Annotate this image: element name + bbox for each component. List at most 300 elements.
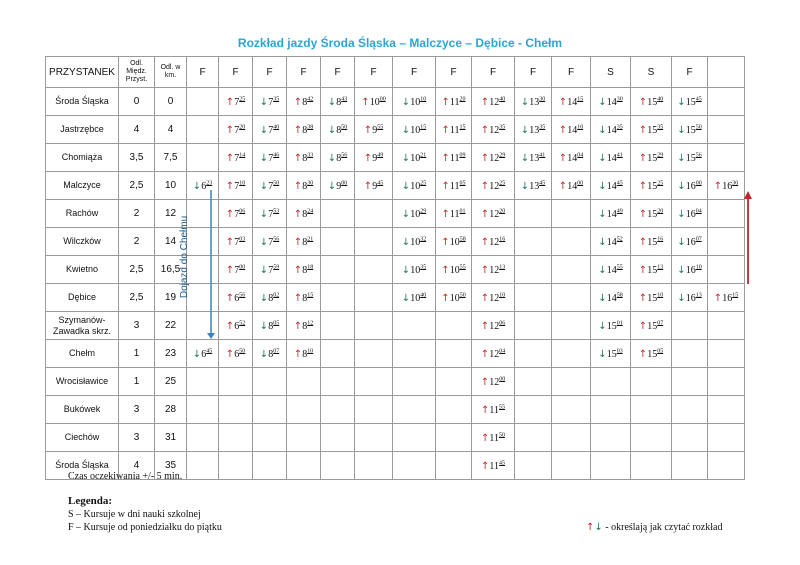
time-hour: 14 <box>567 152 578 164</box>
time-hour: 12 <box>489 152 500 164</box>
time-minute: 55 <box>499 403 506 410</box>
time-hour: 14 <box>606 292 617 304</box>
time-minute: 56 <box>239 291 246 298</box>
distance-km: 16,5 <box>155 256 187 284</box>
stop-name: Szymanów-Zawadka skrz. <box>46 312 119 340</box>
time-hour: 12 <box>489 208 500 220</box>
time-minute: 23 <box>206 179 213 186</box>
time-hour: 11 <box>489 460 500 472</box>
header-day: F <box>219 57 253 88</box>
time-minute: 15 <box>307 291 314 298</box>
time-minute: 58 <box>616 291 623 298</box>
down-arrow-icon: ↓ <box>401 292 411 304</box>
time-minute: 25 <box>420 179 427 186</box>
up-arrow-icon: ↑ <box>293 208 303 220</box>
time-hour: 14 <box>606 264 617 276</box>
time-hour: 10 <box>410 152 421 164</box>
time-hour: 10 <box>410 180 421 192</box>
time-minute: 40 <box>499 95 506 102</box>
down-arrow-icon: ↓ <box>192 348 202 360</box>
down-arrow-icon: ↓ <box>327 180 337 192</box>
up-arrow-icon: ↑ <box>480 96 490 108</box>
time-hour: 15 <box>606 320 617 332</box>
legend-arrows <box>586 522 722 533</box>
time-minute: 30 <box>307 179 314 186</box>
up-arrow-icon: ↑ <box>638 292 648 304</box>
time-hour: 8 <box>302 96 308 108</box>
time-minute: 15 <box>420 123 427 130</box>
time-hour: 13 <box>529 152 540 164</box>
distance-between: 2 <box>119 228 155 256</box>
time-minute: 46 <box>273 151 280 158</box>
time-hour: 14 <box>606 124 617 136</box>
waiting-note: Czas oczekiwania +/- 5 min. <box>68 471 183 482</box>
time-hour: 12 <box>489 124 500 136</box>
time-minute: 50 <box>273 179 280 186</box>
distance-km: 35 <box>155 452 187 480</box>
time-hour: 8 <box>302 320 308 332</box>
distance-km: 7,5 <box>155 144 187 172</box>
time-minute: 42 <box>307 95 314 102</box>
time-minute: 13 <box>695 291 702 298</box>
time-hour: 7 <box>234 236 240 248</box>
stop-name: Ciechów <box>46 424 119 452</box>
time-hour: 11 <box>449 208 460 220</box>
time-hour: 8 <box>302 208 308 220</box>
down-arrow-icon: ↓ <box>598 152 607 164</box>
time-hour: 16 <box>685 208 696 220</box>
up-arrow-icon: ↑ <box>363 152 373 164</box>
distance-km: 25 <box>155 368 187 396</box>
time-minute: 18 <box>307 263 314 270</box>
stop-name: Środa Śląska <box>46 88 119 116</box>
time-hour: 8 <box>302 264 308 276</box>
time-hour: 10 <box>449 292 460 304</box>
time-minute: 10 <box>657 291 664 298</box>
header-day: F <box>472 57 515 88</box>
up-arrow-icon: ↑ <box>363 124 373 136</box>
time-minute: 35 <box>273 95 280 102</box>
up-arrow-icon: ↑ <box>480 180 490 192</box>
down-arrow-icon: ↓ <box>598 180 607 192</box>
down-arrow-icon: ↓ <box>259 320 269 332</box>
down-arrow-icon: ↓ <box>259 208 269 220</box>
time-hour: 15 <box>647 208 658 220</box>
time-minute: 05 <box>657 347 664 354</box>
distance-between: 3 <box>119 396 155 424</box>
up-arrow-icon: ↑ <box>713 180 723 192</box>
up-arrow-icon: ↑ <box>558 180 568 192</box>
time-hour: 14 <box>606 236 617 248</box>
time-hour: 9 <box>372 124 378 136</box>
time-hour: 8 <box>302 236 308 248</box>
up-arrow-icon: ↑ <box>293 320 303 332</box>
time-hour: 7 <box>268 236 274 248</box>
time-minute: 30 <box>616 95 623 102</box>
time-minute: 29 <box>420 207 427 214</box>
up-arrow-icon: ↑ <box>638 264 648 276</box>
distance-km: 31 <box>155 424 187 452</box>
down-arrow-icon: ↓ <box>520 96 530 108</box>
time-hour: 15 <box>647 152 658 164</box>
header-day: F <box>287 57 321 88</box>
time-minute: 29 <box>657 151 664 158</box>
stop-name: Bukówek <box>46 396 119 424</box>
time-hour: 13 <box>529 124 540 136</box>
time-minute: 52 <box>616 235 623 242</box>
time-minute: 20 <box>459 95 466 102</box>
header-day: F <box>515 57 552 88</box>
header-day: F <box>436 57 472 88</box>
time-minute: 41 <box>616 151 623 158</box>
up-arrow-icon: ↑ <box>441 124 450 136</box>
time-hour: 12 <box>489 96 500 108</box>
time-hour: 15 <box>685 152 696 164</box>
time-hour: 9 <box>372 152 378 164</box>
distance-between: 3 <box>119 424 155 452</box>
up-arrow-icon: ↑ <box>586 522 595 533</box>
down-arrow-icon: ↓ <box>327 96 337 108</box>
stop-name: Rachów <box>46 200 119 228</box>
time-minute: 04 <box>695 207 702 214</box>
time-hour: 14 <box>606 152 617 164</box>
time-minute: 10 <box>307 347 314 354</box>
down-arrow-icon: ↓ <box>598 208 607 220</box>
time-minute: 35 <box>616 123 623 130</box>
time-minute: 53 <box>273 207 280 214</box>
time-minute: 38 <box>307 123 314 130</box>
time-minute: 13 <box>657 263 664 270</box>
time-minute: 03 <box>616 347 623 354</box>
time-hour: 6 <box>201 180 207 192</box>
time-minute: 30 <box>539 95 546 102</box>
time-hour: 14 <box>567 180 578 192</box>
time-hour: 15 <box>647 180 658 192</box>
time-hour: 8 <box>336 152 342 164</box>
time-hour: 15 <box>647 124 658 136</box>
time-hour: 6 <box>234 320 240 332</box>
up-arrow-icon: ↑ <box>441 292 450 304</box>
down-arrow-icon: ↓ <box>401 180 411 192</box>
time-hour: 6 <box>234 348 240 360</box>
header-day: F <box>672 57 708 88</box>
down-arrow-icon: ↓ <box>598 236 607 248</box>
down-arrow-icon: ↓ <box>259 180 269 192</box>
up-arrow-icon: ↑ <box>225 348 235 360</box>
up-arrow-icon: ↑ <box>713 292 723 304</box>
time-hour: 16 <box>685 264 696 276</box>
time-hour: 12 <box>489 236 500 248</box>
time-hour: 12 <box>489 264 500 276</box>
time-minute: 35 <box>657 123 664 130</box>
down-arrow-icon: ↓ <box>677 292 686 304</box>
distance-km: 28 <box>155 396 187 424</box>
time-minute: 24 <box>307 207 314 214</box>
time-hour: 13 <box>529 180 540 192</box>
time-hour: 9 <box>336 180 342 192</box>
down-arrow-icon: ↓ <box>677 264 686 276</box>
header-odl-between: Odl. Międz. Przyst. <box>119 57 155 88</box>
time-minute: 40 <box>657 95 664 102</box>
time-hour: 8 <box>302 292 308 304</box>
header-day: S <box>591 57 631 88</box>
up-arrow-icon: ↑ <box>480 292 490 304</box>
stop-name: Chomiąża <box>46 144 119 172</box>
time-minute: 49 <box>616 207 623 214</box>
time-hour: 7 <box>268 96 274 108</box>
up-arrow-icon: ↑ <box>480 404 490 416</box>
time-minute: 00 <box>239 263 246 270</box>
distance-between: 2,5 <box>119 172 155 200</box>
header-odl-km: Odl. w km. <box>155 57 187 88</box>
up-arrow-icon: ↑ <box>441 152 450 164</box>
time-hour: 15 <box>647 292 658 304</box>
down-arrow-icon: ↓ <box>677 152 686 164</box>
up-arrow-icon: ↑ <box>293 236 303 248</box>
time-minute: 10 <box>420 95 427 102</box>
time-minute: 16 <box>657 235 664 242</box>
stop-name: Wilczków <box>46 228 119 256</box>
time-minute: 00 <box>341 179 348 186</box>
time-minute: 50 <box>695 123 702 130</box>
distance-between: 1 <box>119 340 155 368</box>
stop-name: Chełm <box>46 340 119 368</box>
time-hour: 15 <box>685 96 696 108</box>
down-arrow-icon: ↓ <box>401 124 411 136</box>
down-arrow-icon: ↓ <box>259 236 269 248</box>
time-minute: 40 <box>273 123 280 130</box>
time-minute: 06 <box>239 207 246 214</box>
up-arrow-icon: ↑ <box>225 320 235 332</box>
time-minute: 56 <box>695 151 702 158</box>
down-arrowhead-icon <box>207 333 215 339</box>
distance-km: 4 <box>155 116 187 144</box>
time-minute: 15 <box>459 123 466 130</box>
down-arrow-icon: ↓ <box>598 348 607 360</box>
time-hour: 14 <box>567 124 578 136</box>
up-arrow-icon: ↑ <box>480 348 490 360</box>
time-hour: 16 <box>685 236 696 248</box>
time-minute: 50 <box>459 291 466 298</box>
time-hour: 16 <box>722 180 733 192</box>
time-hour: 9 <box>372 180 378 192</box>
up-arrow-icon: ↑ <box>441 208 450 220</box>
up-arrow-icon: ↑ <box>480 376 490 388</box>
time-minute: 25 <box>657 179 664 186</box>
time-hour: 6 <box>201 348 207 360</box>
distance-km: 23 <box>155 340 187 368</box>
down-arrow-icon: ↓ <box>401 236 411 248</box>
time-hour: 13 <box>529 96 540 108</box>
time-minute: 15 <box>732 291 739 298</box>
time-minute: 20 <box>239 123 246 130</box>
up-arrow-icon: ↑ <box>225 236 235 248</box>
time-hour: 8 <box>302 180 308 192</box>
down-arrow-icon: ↓ <box>259 292 269 304</box>
time-hour: 7 <box>234 264 240 276</box>
legend-heading: Legenda: <box>68 495 112 507</box>
up-arrow-icon: ↑ <box>225 96 235 108</box>
time-hour: 8 <box>268 292 274 304</box>
time-hour: 12 <box>489 292 500 304</box>
time-minute: 45 <box>616 179 623 186</box>
time-minute: 45 <box>695 95 702 102</box>
up-arrow-icon: ↑ <box>293 180 303 192</box>
time-minute: 07 <box>273 347 280 354</box>
time-minute: 45 <box>377 179 384 186</box>
time-minute: 45 <box>539 179 546 186</box>
down-arrow-icon: ↓ <box>598 320 607 332</box>
up-arrow-icon: ↑ <box>638 348 648 360</box>
up-arrow-icon: ↑ <box>293 292 303 304</box>
time-minute: 01 <box>616 319 623 326</box>
time-hour: 11 <box>449 152 460 164</box>
time-minute: 49 <box>377 151 384 158</box>
time-minute: 52 <box>239 319 246 326</box>
time-minute: 03 <box>239 235 246 242</box>
down-arrow-icon: ↓ <box>677 96 686 108</box>
time-minute: 02 <box>273 291 280 298</box>
time-minute: 50 <box>239 347 246 354</box>
time-minute: 50 <box>341 123 348 130</box>
time-hour: 12 <box>489 376 500 388</box>
up-arrow-icon: ↑ <box>225 292 235 304</box>
up-arrow-icon: ↑ <box>480 208 490 220</box>
legend-arrows-text: - określają jak czytać rozkład <box>602 522 723 533</box>
time-minute: 06 <box>499 319 506 326</box>
time-minute: 29 <box>499 151 506 158</box>
down-arrow-icon: ↓ <box>677 236 686 248</box>
down-arrow-icon: ↓ <box>594 522 603 533</box>
up-arrow-icon: ↑ <box>293 264 303 276</box>
time-minute: 59 <box>273 263 280 270</box>
time-hour: 14 <box>606 96 617 108</box>
time-hour: 7 <box>268 180 274 192</box>
distance-between: 2,5 <box>119 284 155 312</box>
up-arrow-icon: ↑ <box>363 180 373 192</box>
header-day: F <box>187 57 219 88</box>
down-arrow-icon: ↓ <box>259 152 269 164</box>
time-minute: 45 <box>499 459 506 466</box>
up-arrow-icon: ↑ <box>558 152 568 164</box>
time-minute: 09 <box>459 151 466 158</box>
header-day: F <box>355 57 393 88</box>
time-minute: 43 <box>341 95 348 102</box>
time-minute: 45 <box>206 347 213 354</box>
time-minute: 55 <box>616 263 623 270</box>
up-arrow-icon: ↑ <box>558 124 568 136</box>
time-minute: 00 <box>695 179 702 186</box>
time-minute: 41 <box>539 151 546 158</box>
distance-between: 4 <box>119 116 155 144</box>
time-minute: 15 <box>577 95 584 102</box>
up-arrow-icon: ↑ <box>638 124 648 136</box>
time-hour: 14 <box>606 180 617 192</box>
up-arrow-icon: ↑ <box>225 208 235 220</box>
up-arrowhead-icon <box>744 191 752 199</box>
time-hour: 10 <box>410 96 421 108</box>
time-minute: 35 <box>539 123 546 130</box>
distance-between: 4 <box>119 452 155 480</box>
time-hour: 10 <box>369 96 380 108</box>
down-arrow-icon: ↓ <box>401 96 411 108</box>
time-minute: 21 <box>420 151 427 158</box>
down-arrow-icon: ↓ <box>677 124 686 136</box>
time-minute: 55 <box>459 263 466 270</box>
time-hour: 12 <box>489 180 500 192</box>
time-hour: 11 <box>449 124 460 136</box>
down-arrow-icon: ↓ <box>259 124 269 136</box>
distance-km: 0 <box>155 88 187 116</box>
time-minute: 01 <box>459 207 466 214</box>
time-minute: 00 <box>379 95 386 102</box>
time-hour: 15 <box>647 264 658 276</box>
time-minute: 55 <box>377 123 384 130</box>
up-arrow-icon: ↑ <box>293 124 303 136</box>
time-hour: 16 <box>685 292 696 304</box>
time-hour: 15 <box>647 320 658 332</box>
time-minute: 35 <box>420 263 427 270</box>
up-arrow-icon: ↑ <box>480 320 490 332</box>
time-minute: 12 <box>307 319 314 326</box>
down-arrow-icon: ↓ <box>327 124 337 136</box>
up-arrow-icon: ↑ <box>441 236 450 248</box>
time-minute: 07 <box>657 319 664 326</box>
up-arrow-icon: ↑ <box>293 152 303 164</box>
time-minute: 16 <box>499 235 506 242</box>
time-minute: 25 <box>499 179 506 186</box>
time-minute: 20 <box>499 207 506 214</box>
down-arrow-icon: ↓ <box>677 208 686 220</box>
up-arrow-icon: ↑ <box>225 264 235 276</box>
distance-between: 2 <box>119 200 155 228</box>
time-hour: 15 <box>647 348 658 360</box>
distance-km: 12 <box>155 200 187 228</box>
time-hour: 11 <box>449 180 460 192</box>
time-hour: 11 <box>449 96 460 108</box>
time-minute: 50 <box>499 431 506 438</box>
up-arrow-icon: ↑ <box>225 124 235 136</box>
time-hour: 10 <box>410 124 421 136</box>
time-hour: 8 <box>302 152 308 164</box>
time-minute: 10 <box>239 179 246 186</box>
up-arrow-icon: ↑ <box>225 152 235 164</box>
time-minute: 32 <box>420 235 427 242</box>
header-day: S <box>631 57 672 88</box>
time-hour: 12 <box>489 320 500 332</box>
time-hour: 12 <box>489 348 500 360</box>
time-hour: 8 <box>302 348 308 360</box>
distance-km: 19 <box>155 284 187 312</box>
stop-name: Kwietno <box>46 256 119 284</box>
time-hour: 8 <box>268 320 274 332</box>
time-hour: 10 <box>410 236 421 248</box>
time-hour: 10 <box>410 208 421 220</box>
up-arrow-icon: ↑ <box>361 96 370 108</box>
time-hour: 8 <box>302 124 308 136</box>
stop-name: Dębice <box>46 284 119 312</box>
time-hour: 15 <box>647 236 658 248</box>
time-minute: 00 <box>499 375 506 382</box>
down-arrow-icon: ↓ <box>327 152 337 164</box>
time-minute: 58 <box>459 235 466 242</box>
distance-km: 22 <box>155 312 187 340</box>
down-arrow-icon: ↓ <box>401 264 411 276</box>
up-arrow-icon: ↑ <box>558 96 568 108</box>
time-hour: 10 <box>410 292 421 304</box>
time-hour: 7 <box>234 124 240 136</box>
distance-between: 2,5 <box>119 256 155 284</box>
